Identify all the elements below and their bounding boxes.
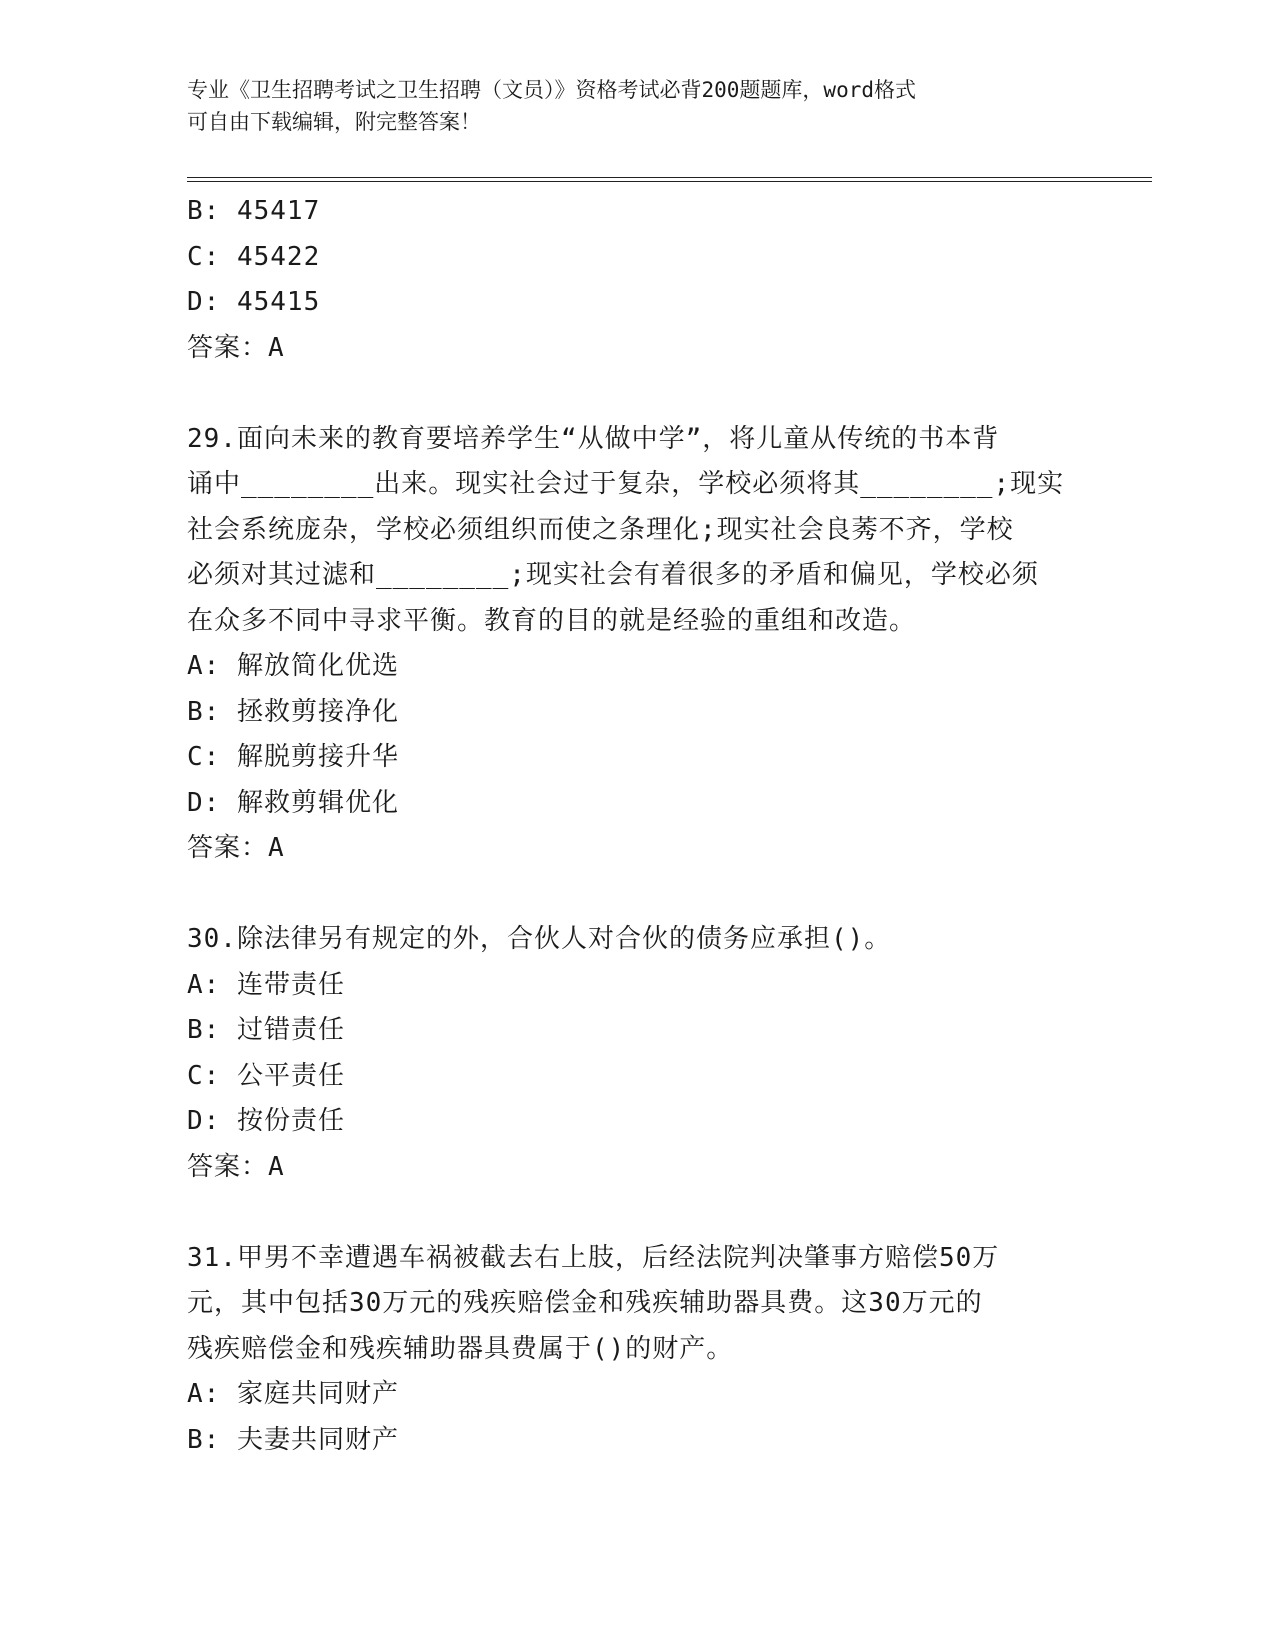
option-b: B: 45417 xyxy=(187,196,321,226)
option-b: B: 过错责任 xyxy=(187,1015,345,1045)
option-d: D: 45415 xyxy=(187,287,321,317)
question-text-line: 社会系统庞杂，学校必须组织而使之条理化;现实社会良莠不齐，学校 xyxy=(187,514,1014,545)
option-b: B: 拯救剪接净化 xyxy=(187,696,399,727)
question-30 xyxy=(187,917,1087,1190)
option-b: B: 夫妻共同财产 xyxy=(187,1424,399,1455)
option-c: C: 45422 xyxy=(187,241,321,272)
question-28-tail xyxy=(187,189,1087,371)
question-text-line: 31.甲男不幸遭遇车祸被截去右上肢，后经法院判决肇事方赔偿50万 xyxy=(187,1242,1000,1273)
option-d: D: 解救剪辑优化 xyxy=(187,787,399,818)
spacer xyxy=(187,371,1087,417)
question-text-line: 元，其中包括30万元的残疾赔偿金和残疾辅助器具费。这30万元的 xyxy=(187,1288,983,1318)
header-divider-bottom xyxy=(187,181,1152,182)
question-text-line: 必须对其过滤和________;现实社会有着很多的矛盾和偏见，学校必须 xyxy=(187,560,1039,590)
header-divider-top xyxy=(187,177,1152,178)
spacer xyxy=(187,872,1087,918)
question-31 xyxy=(187,1236,1087,1464)
header-line-1: 专业《卫生招聘考试之卫生招聘（文员）》资格考试必背200题题库，word格式 xyxy=(187,78,916,102)
answer: 答案：A xyxy=(187,332,285,363)
question-text-line: 残疾赔偿金和残疾辅助器具费属于()的财产。 xyxy=(187,1333,734,1364)
document-header xyxy=(187,74,1087,138)
option-a: A: 家庭共同财产 xyxy=(187,1379,399,1409)
question-list xyxy=(187,189,1087,1463)
answer: 答案：A xyxy=(187,833,285,863)
question-text-line: 诵中________出来。现实社会过于复杂，学校必须将其________;现实 xyxy=(187,469,1065,499)
answer: 答案：A xyxy=(187,1151,285,1182)
spacer xyxy=(187,1190,1087,1236)
question-text-line: 在众多不同中寻求平衡。教育的目的就是经验的重组和改造。 xyxy=(187,605,917,636)
option-d: D: 按份责任 xyxy=(187,1106,345,1136)
question-29 xyxy=(187,417,1087,872)
question-text-line: 30.除法律另有规定的外，合伙人对合伙的债务应承担()。 xyxy=(187,924,892,954)
option-c: C: 公平责任 xyxy=(187,1060,345,1091)
option-a: A: 解放简化优选 xyxy=(187,651,399,681)
option-c: C: 解脱剪接升华 xyxy=(187,742,399,772)
question-text-line: 29.面向未来的教育要培养学生“从做中学”，将儿童从传统的书本背 xyxy=(187,423,1000,454)
option-a: A: 连带责任 xyxy=(187,969,345,1000)
header-line-2: 可自由下载编辑，附完整答案！ xyxy=(187,110,481,134)
